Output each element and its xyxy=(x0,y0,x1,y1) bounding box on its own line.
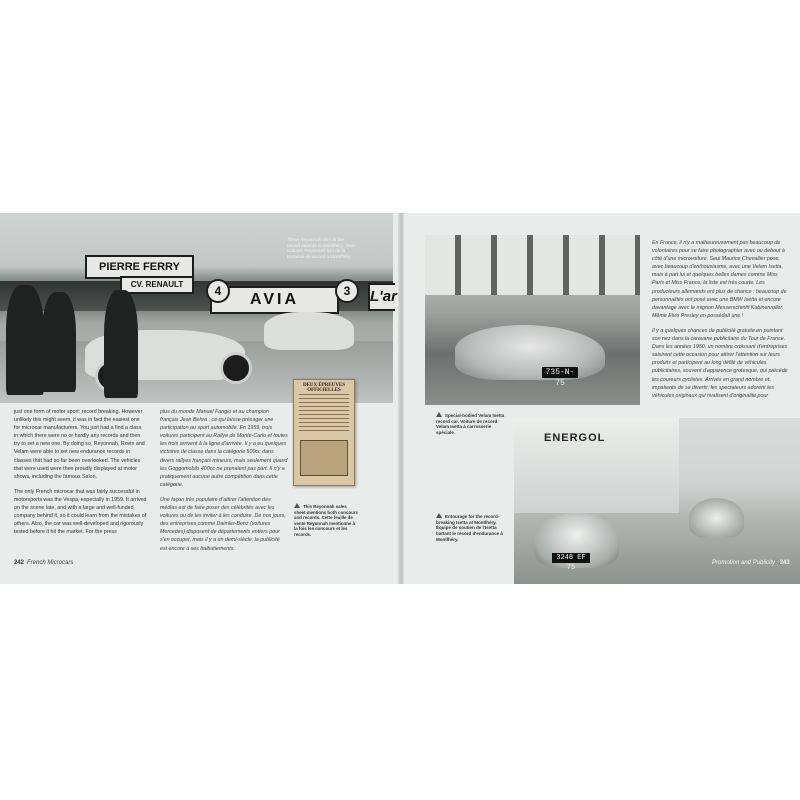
left-column-english xyxy=(14,408,147,543)
paragraph: Une façon très populaire d'attirer l'attention des médias est de faire poser des célébrités avec les voitures ou de les inviter à les conduire. De nos jours, des entreprises comme Daimler-Benz (voitures Mercedes) disposent de départements entiers pour s'en occuper, mais il y a un demi-siècle, la publicité est encore à ses balbutiements. xyxy=(160,496,286,552)
microcar xyxy=(264,312,354,350)
pierre-ferry-sign: PIERRE FERRY xyxy=(85,255,194,279)
reyonnah-sales-sheet xyxy=(293,379,355,486)
paragraph: En France, il n'y a malheureusement pas beaucoup de volontaires pour se faire photographier avec ou debout à côté d'une microvoiture. Seul Maurice Chevallier pose, avec beaucoup d'enthousiasme, avec une Velam Isetta, mais à part lui et quelques belles dames comme Miss Paris et Miss France, la liste est très courte. Les producteurs allemands ont plus de chance : beaucoup de personnalités ont posé avec une BMW Isetta et encore davantage avec le mignon Messerschmitt Kabinenroller. Même Elvis Presley en possédait une ! xyxy=(652,240,787,319)
right-column-french xyxy=(652,239,790,407)
pit-building xyxy=(425,235,640,295)
paragraph: plus du monde Manuel Fangio et au champion français Jean Behra : ce qui laisse présager une participation au sport automobile. En 1959, trois voitures participent au Rallye de Monte-Carlo et toutes les trois arrivent à la ligne d'arrivée. Il y a eu quelques victoires de classe dans la catégorie 500cc dans divers rallyes français mineurs, mais seulement quand les Goggomobils 400cc ne prenaient pas part. Il n'y a pratiquement aucune autre compétition dans cette catégorie. xyxy=(160,409,288,488)
lar-sign: L'ar xyxy=(368,283,395,311)
caret-up-icon xyxy=(436,412,442,417)
velam-caption: Special-bodied Velam Isetta record car. Voiture de record Velam Isetta à carrosserie spéciale. xyxy=(436,413,505,435)
running-title: French Microcars xyxy=(27,560,74,566)
poster-title: DEUX ÉPREUVES OFFICIELLES xyxy=(302,383,346,393)
running-title: Promotion and Publicity xyxy=(712,560,776,566)
page-number: 243 xyxy=(779,560,790,566)
paragraph: The only French microcar that was fairly successful in motorsports was the Vespa, especially in 1959. It arrived on the scene late, and with a large and well-funded company behind it, so it could learn from the mistakes of others. Also, the car was well-developed and rigorously tested before it hit the market. For the press xyxy=(14,488,147,536)
paragraph: Il y a quelques chances de publicité gratuite en pointant son nez dans la caravane publicitaire du Tour de France. Dans les années 1950, un nombre croissant d'entreprises saisirent cette occasion pour attirer l'attention sur leurs produits et participent au long défilé de véhicules publicitaires, souvent d'apparence grotesque, qui précède les coureurs cyclistes. Arrivés en grand nombre et impatients de se divertir, les spectateurs adorent les véhicules originaux qui rivalisent d'originalité pour xyxy=(652,327,788,399)
book-gutter xyxy=(398,213,404,584)
entourage-caption: Entourage for the record-breaking Isetta at Montlhéry. Équipe de soutien de l'Isetta battant le record d'endurance à Montlhéry. xyxy=(436,514,503,542)
main-photo-caption: Three Reyonnah cars at the record attempt at Montlhéry. Trois voitures Reyonnah lors de la tentative de record à Montlhéry. xyxy=(287,237,356,260)
caret-right-icon xyxy=(436,513,442,518)
number-badge-left: 4 xyxy=(206,279,230,303)
velam-record-car-photo xyxy=(425,235,640,405)
renault-sign: CV. RENAULT xyxy=(120,276,194,294)
isetta-car xyxy=(689,498,744,538)
paragraph: just one form of motor sport: record breaking. However unlikely this might seem, it was in fact the easiest one for microcar manufacturers. You just had a find a class in which there were no or hardly any records and then try to set a new one. By doing so, Reyonnah, Rovin and Velam were able to set new endurance records in classes that had so far been overlooked. The vehicles that were used were then proudly displayed at motor shows, including the famous Salon. xyxy=(14,409,145,480)
right-folio xyxy=(712,560,793,566)
energol-sign: ENERGOL xyxy=(544,432,606,444)
car-wheel xyxy=(220,352,252,384)
license-plate: 735-N-75 xyxy=(542,367,578,378)
page-number: 242 xyxy=(14,560,25,566)
license-plate: 3248 EF 75 xyxy=(552,553,590,563)
velam-racer xyxy=(455,325,605,380)
avia-sign: AVIA xyxy=(210,286,339,314)
left-folio xyxy=(14,560,73,566)
spectator xyxy=(42,292,76,392)
poster-text-lines xyxy=(299,394,349,432)
poster-caption: This Reyonnah sales sheet mentions both concours and records. Cette feuille de vente Reyonnah mentionne à la fois les concours et les records. xyxy=(294,504,358,537)
caret-up-icon xyxy=(294,503,300,508)
poster-illustration xyxy=(300,440,348,476)
number-badge-right: 3 xyxy=(335,279,359,303)
left-column-french xyxy=(160,408,288,560)
spectator xyxy=(6,285,44,395)
spectator xyxy=(104,290,138,398)
